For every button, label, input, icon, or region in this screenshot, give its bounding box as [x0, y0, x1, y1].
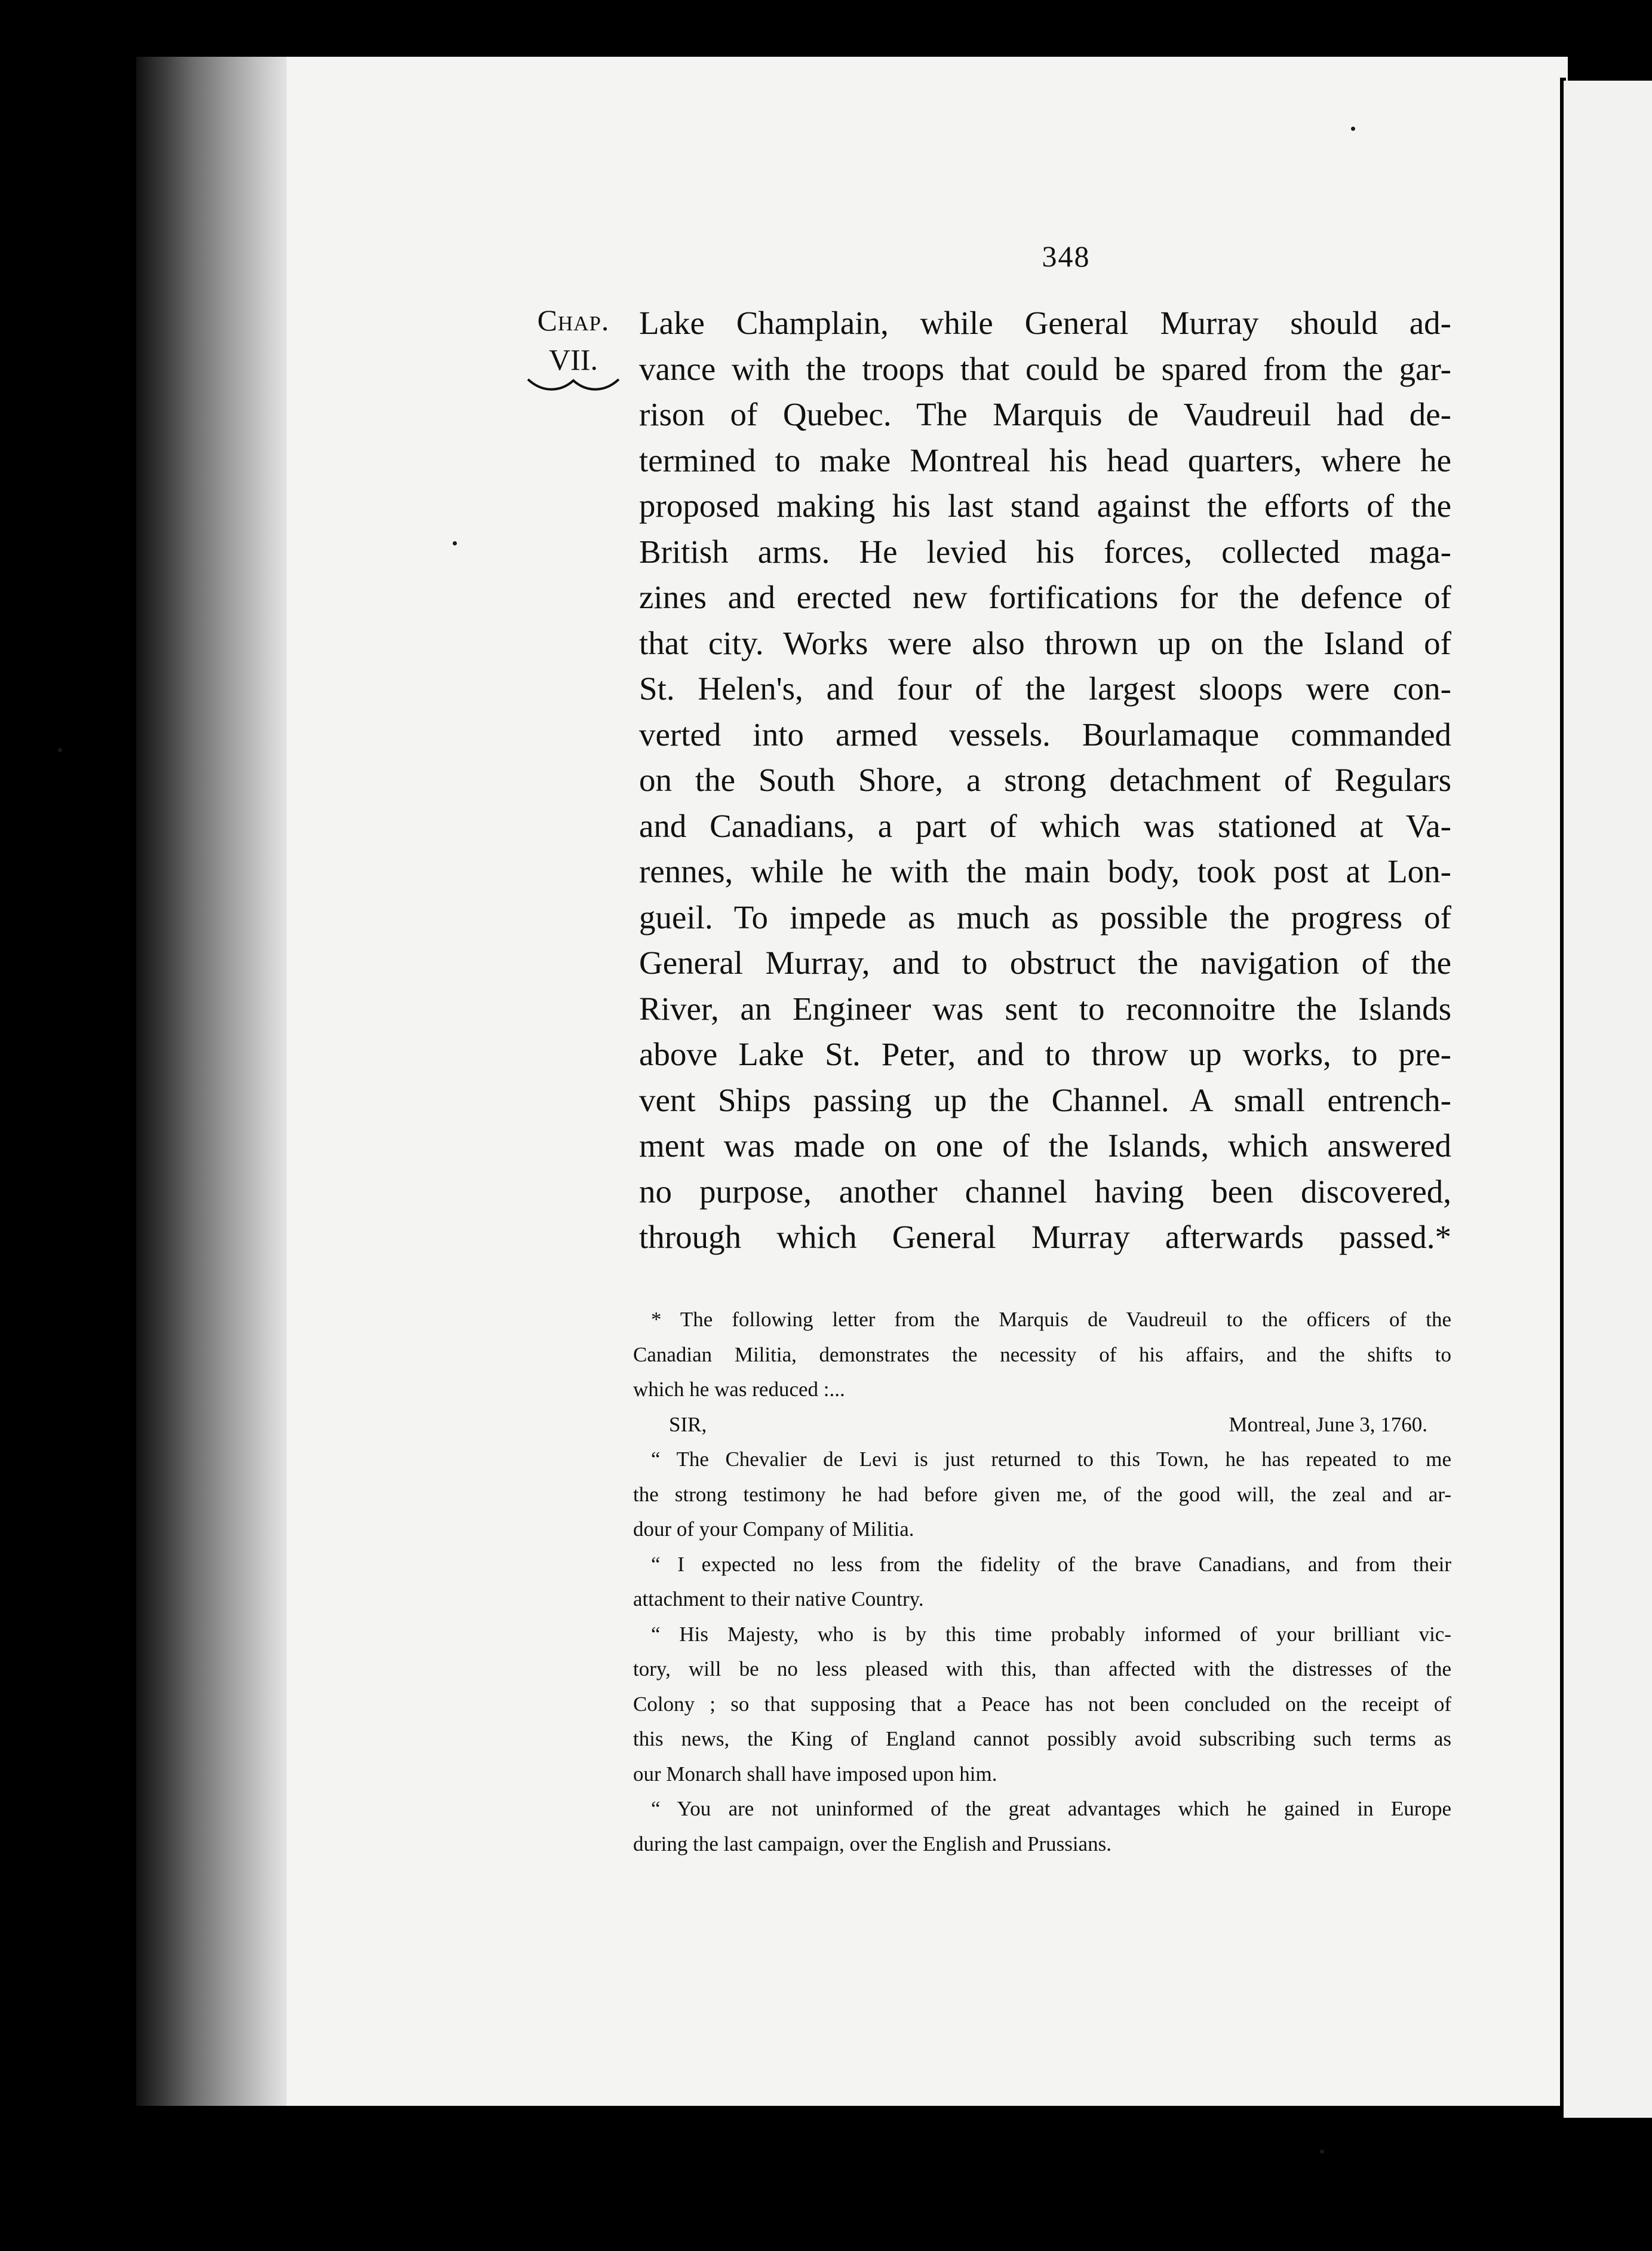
- footnote-intro: [633, 1302, 1451, 1407]
- letter-line: Colony ; so that supposing that a Peace has not been concluded on the receipt of: [633, 1692, 1451, 1716]
- letter-paragraph: [633, 1547, 1451, 1617]
- speck: [1351, 127, 1355, 131]
- letter-line: “ You are not uninformed of the great advantages which he gained in Europe: [651, 1797, 1451, 1820]
- text-line: vent Ships passing up the Channel. A small entrench-: [639, 1081, 1451, 1118]
- letter-body: [633, 1442, 1451, 1861]
- footnote-line: which he was reduced :...: [633, 1378, 845, 1401]
- letter-line: dour of your Company of Militia.: [633, 1517, 914, 1541]
- chapter-label: Chap.: [537, 303, 610, 337]
- chapter-margin-note: [523, 300, 624, 396]
- text-line: that city. Works were also thrown up on the Island of: [639, 624, 1451, 661]
- speck: [453, 541, 457, 545]
- footnote-line: * The following letter from the Marquis de Vaudreuil to the officers of the: [651, 1308, 1451, 1331]
- text-line: verted into armed vessels. Bourlamaque commanded: [639, 716, 1451, 753]
- letter-paragraph: [633, 1617, 1451, 1792]
- page-number: 348: [1042, 240, 1091, 273]
- letter-line: during the last campaign, over the English and Prussians.: [633, 1832, 1111, 1856]
- letter-paragraph: [633, 1442, 1451, 1547]
- text-line: rennes, while he with the main body, took post at Lon-: [639, 853, 1451, 890]
- text-line: on the South Shore, a strong detachment of Regulars: [639, 762, 1451, 798]
- letter-line: this news, the King of England cannot possibly avoid subscribing such terms as: [633, 1727, 1451, 1750]
- text-line: above Lake St. Peter, and to throw up works, to pre-: [639, 1036, 1451, 1072]
- text-line: Lake Champlain, while General Murray should ad-: [639, 305, 1451, 341]
- letter-line: tory, will be no less pleased with this, than affected with the distresses of the: [633, 1657, 1451, 1680]
- letter-place-date: Montreal, June 3, 1760.: [1229, 1412, 1427, 1436]
- speck: [1320, 2149, 1324, 2154]
- letter-line: the strong testimony he had before given me, of the good will, the zeal and ar-: [633, 1482, 1451, 1506]
- letter-line: “ I expected no less from the fidelity of the brave Canadians, and from their: [651, 1552, 1451, 1576]
- letter-line: “ His Majesty, who is by this time probably informed of your brilliant vic-: [651, 1622, 1451, 1646]
- text-line: British arms. He levied his forces, collected maga-: [639, 533, 1451, 570]
- text-line: through which General Murray afterwards passed.*: [639, 1219, 1451, 1255]
- text-line: General Murray, and to obstruct the navigation of the: [639, 944, 1451, 981]
- letter-paragraph: [633, 1792, 1451, 1861]
- text-line: rison of Quebec. The Marquis de Vaudreuil had de-: [639, 396, 1451, 433]
- letter-line: our Monarch shall have imposed upon him.: [633, 1762, 997, 1786]
- speck: [58, 748, 62, 752]
- facing-page-edge: [1564, 81, 1652, 2118]
- text-line: zines and erected new fortifications for the defence of: [639, 579, 1451, 615]
- book-spine-edge: [136, 57, 287, 2106]
- text-line: River, an Engineer was sent to reconnoitre the Islands: [639, 990, 1451, 1027]
- footnote-line: Canadian Militia, demonstrates the necessity of his affairs, and the shifts to: [633, 1342, 1451, 1366]
- text-line: St. Helen's, and four of the largest sloops were con-: [639, 670, 1451, 707]
- letter-line: “ The Chevalier de Levi is just returned to this Town, he has repeated to me: [651, 1447, 1451, 1471]
- footnote-block: [633, 1302, 1451, 1861]
- letter-salutation: SIR,: [669, 1412, 707, 1436]
- text-line: and Canadians, a part of which was stationed at Va-: [639, 807, 1451, 844]
- text-line: vance with the troops that could be spared from the gar-: [639, 350, 1451, 387]
- main-text-block: [639, 300, 1451, 1261]
- text-line: termined to make Montreal his head quarters, where he: [639, 441, 1451, 479]
- text-line: gueil. To impede as much as possible the progress of: [639, 898, 1451, 936]
- chapter-number: VII.: [549, 343, 598, 376]
- text-line: proposed making his last stand against the efforts of the: [639, 487, 1451, 524]
- text-line: no purpose, another channel having been discovered,: [639, 1173, 1451, 1210]
- letter-line: attachment to their native Country.: [633, 1587, 924, 1611]
- letter-heading: [633, 1407, 1451, 1443]
- text-line: ment was made on one of the Islands, which answered: [639, 1127, 1451, 1164]
